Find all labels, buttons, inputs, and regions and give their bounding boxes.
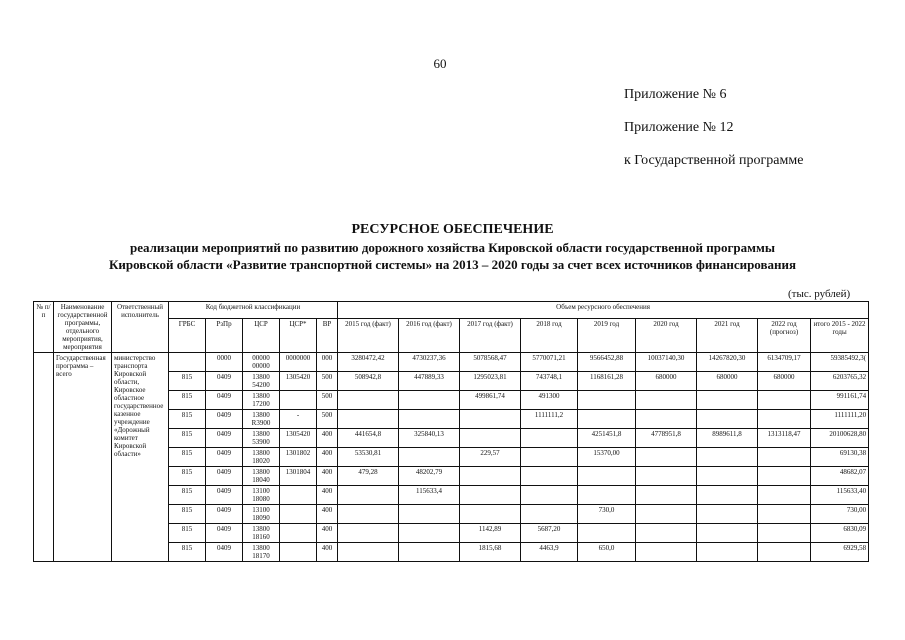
vr-cell: 500 xyxy=(317,391,338,410)
value-cell xyxy=(460,505,521,524)
value-cell xyxy=(338,486,399,505)
value-cell: 53530,81 xyxy=(338,448,399,467)
value-cell xyxy=(758,391,811,410)
csr2-cell xyxy=(280,391,317,410)
value-cell xyxy=(758,505,811,524)
csr-cell: 13100 18080 xyxy=(243,486,280,505)
csr-cell: 13800 17200 xyxy=(243,391,280,410)
value-cell xyxy=(338,410,399,429)
csr-cell: 13800 R3900 xyxy=(243,410,280,429)
value-cell: 680000 xyxy=(636,372,697,391)
vr-cell: 400 xyxy=(317,429,338,448)
csr-cell: 13800 18020 xyxy=(243,448,280,467)
value-cell xyxy=(758,486,811,505)
value-cell: 48202,79 xyxy=(399,467,460,486)
csr-cell: 13100 18090 xyxy=(243,505,280,524)
value-cell: 6830,09 xyxy=(811,524,869,543)
value-cell: 1295023,81 xyxy=(460,372,521,391)
value-cell xyxy=(399,448,460,467)
value-cell xyxy=(697,505,758,524)
header-code: ГРБС xyxy=(169,318,206,352)
value-cell xyxy=(636,391,697,410)
grbs-cell: 815 xyxy=(169,543,206,562)
value-cell xyxy=(697,486,758,505)
rzpr-cell: 0409 xyxy=(206,448,243,467)
value-cell xyxy=(460,429,521,448)
value-cell xyxy=(758,543,811,562)
header-executor: Ответственный исполнитель xyxy=(112,302,169,353)
value-cell: 5687,20 xyxy=(521,524,578,543)
value-cell: 6929,58 xyxy=(811,543,869,562)
value-cell: 1111111,2 xyxy=(521,410,578,429)
value-cell xyxy=(636,467,697,486)
grbs-cell xyxy=(169,353,206,372)
vr-cell: 400 xyxy=(317,486,338,505)
header-budget-group: Код бюджетной классификации xyxy=(169,302,338,319)
value-cell xyxy=(399,391,460,410)
value-cell: 4778951,8 xyxy=(636,429,697,448)
value-cell: 69130,38 xyxy=(811,448,869,467)
grbs-cell: 815 xyxy=(169,372,206,391)
value-cell: 14267820,30 xyxy=(697,353,758,372)
vr-cell: 400 xyxy=(317,448,338,467)
rzpr-cell: 0409 xyxy=(206,543,243,562)
rzpr-cell: 0409 xyxy=(206,467,243,486)
vr-cell: 000 xyxy=(317,353,338,372)
header-year: 2015 год (факт) xyxy=(338,318,399,352)
value-cell: 441654,8 xyxy=(338,429,399,448)
document-subtitle-line-2: Кировской области «Развитие транспортной системы» на 2013 – 2020 годы за счет всех источников финансирования xyxy=(108,257,797,272)
value-cell xyxy=(460,486,521,505)
header-volume-group: Объем ресурсного обеспечения xyxy=(338,302,869,319)
value-cell: 5770071,21 xyxy=(521,353,578,372)
value-cell xyxy=(636,486,697,505)
rzpr-cell: 0409 xyxy=(206,391,243,410)
vr-cell: 500 xyxy=(317,372,338,391)
rzpr-cell: 0409 xyxy=(206,524,243,543)
grbs-cell: 815 xyxy=(169,486,206,505)
value-cell xyxy=(636,505,697,524)
value-cell xyxy=(338,543,399,562)
value-cell xyxy=(697,543,758,562)
document-title: РЕСУРСНОЕ ОБЕСПЕЧЕНИЕ xyxy=(351,222,554,237)
value-cell xyxy=(636,524,697,543)
header-num: № п/п xyxy=(34,302,54,353)
value-cell xyxy=(521,505,578,524)
csr-cell: 13800 53900 xyxy=(243,429,280,448)
value-cell xyxy=(697,524,758,543)
program-name-cell: Государственная программа – всего xyxy=(54,353,112,562)
value-cell xyxy=(578,467,636,486)
value-cell: 20100628,80 xyxy=(811,429,869,448)
csr2-cell: 1301804 xyxy=(280,467,317,486)
value-cell xyxy=(521,467,578,486)
value-cell xyxy=(578,486,636,505)
value-cell xyxy=(758,448,811,467)
value-cell: 10037140,30 xyxy=(636,353,697,372)
value-cell: 499861,74 xyxy=(460,391,521,410)
grbs-cell: 815 xyxy=(169,505,206,524)
csr-cell: 00000 00000 xyxy=(243,353,280,372)
row-number-cell xyxy=(34,353,54,562)
value-cell xyxy=(578,391,636,410)
value-cell xyxy=(338,505,399,524)
header-code: ВР xyxy=(317,318,338,352)
value-cell: 1168161,28 xyxy=(578,372,636,391)
value-cell: 8989611,8 xyxy=(697,429,758,448)
header-year: 2016 год (факт) xyxy=(399,318,460,352)
value-cell: 1111111,20 xyxy=(811,410,869,429)
value-cell xyxy=(399,524,460,543)
value-cell: 4463,9 xyxy=(521,543,578,562)
grbs-cell: 815 xyxy=(169,448,206,467)
csr2-cell: - xyxy=(280,410,317,429)
value-cell xyxy=(636,448,697,467)
rzpr-cell: 0000 xyxy=(206,353,243,372)
value-cell: 229,57 xyxy=(460,448,521,467)
header-row-1 xyxy=(34,302,869,319)
value-cell: 6203765,32 xyxy=(811,372,869,391)
header-name: Наименование государственной программы, отдельного мероприятия, мероприятия xyxy=(54,302,112,353)
value-cell: 730,00 xyxy=(811,505,869,524)
value-cell xyxy=(697,467,758,486)
unit-note: (тыс. рублей) xyxy=(788,288,851,300)
value-cell xyxy=(521,486,578,505)
csr-cell: 13800 54200 xyxy=(243,372,280,391)
csr2-cell xyxy=(280,505,317,524)
header-year: 2018 год xyxy=(521,318,578,352)
value-cell: 4730237,36 xyxy=(399,353,460,372)
page-number: 60 xyxy=(433,56,447,71)
vr-cell: 400 xyxy=(317,505,338,524)
appendix-line-1: Приложение № 6 xyxy=(624,87,727,102)
grbs-cell: 815 xyxy=(169,429,206,448)
grbs-cell: 815 xyxy=(169,391,206,410)
value-cell: 15370,00 xyxy=(578,448,636,467)
value-cell: 491300 xyxy=(521,391,578,410)
value-cell: 680000 xyxy=(758,372,811,391)
value-cell: 508942,8 xyxy=(338,372,399,391)
table-row xyxy=(34,353,869,372)
vr-cell: 400 xyxy=(317,543,338,562)
header-code: ЦСР xyxy=(243,318,280,352)
value-cell: 9566452,88 xyxy=(578,353,636,372)
grbs-cell: 815 xyxy=(169,467,206,486)
value-cell xyxy=(578,524,636,543)
header-year: 2022 год (прогноз) xyxy=(758,318,811,352)
value-cell: 991161,74 xyxy=(811,391,869,410)
vr-cell: 400 xyxy=(317,524,338,543)
value-cell: 48682,07 xyxy=(811,467,869,486)
csr2-cell: 1305420 xyxy=(280,429,317,448)
executor-cell: министерство транспорта Кировской области, Кировское областное государственное казенное учреждение «Дорожный комитет Кировской области» xyxy=(112,353,169,562)
value-cell xyxy=(338,391,399,410)
value-cell xyxy=(460,410,521,429)
csr2-cell: 1305420 xyxy=(280,372,317,391)
grbs-cell: 815 xyxy=(169,410,206,429)
value-cell xyxy=(636,543,697,562)
csr2-cell xyxy=(280,543,317,562)
value-cell xyxy=(399,505,460,524)
resource-table xyxy=(33,301,869,562)
header-year: 2020 год xyxy=(636,318,697,352)
rzpr-cell: 0409 xyxy=(206,429,243,448)
value-cell xyxy=(697,448,758,467)
document-subtitle-line-1: реализации мероприятий по развитию дорожного хозяйства Кировской области государственной программы xyxy=(130,240,775,255)
value-cell: 6134709,17 xyxy=(758,353,811,372)
value-cell xyxy=(697,391,758,410)
csr2-cell xyxy=(280,524,317,543)
value-cell xyxy=(521,448,578,467)
value-cell xyxy=(758,410,811,429)
value-cell xyxy=(338,524,399,543)
value-cell: 5078568,47 xyxy=(460,353,521,372)
value-cell: 1142,89 xyxy=(460,524,521,543)
value-cell: 115633,40 xyxy=(811,486,869,505)
value-cell: 1815,68 xyxy=(460,543,521,562)
csr2-cell: 0000000 xyxy=(280,353,317,372)
header-code: ЦСР* xyxy=(280,318,317,352)
rzpr-cell: 0409 xyxy=(206,505,243,524)
header-year: 2021 год xyxy=(697,318,758,352)
value-cell: 115633,4 xyxy=(399,486,460,505)
appendix-line-2: Приложение № 12 xyxy=(624,120,734,135)
header-year: 2019 год xyxy=(578,318,636,352)
value-cell xyxy=(697,410,758,429)
value-cell xyxy=(636,410,697,429)
value-cell xyxy=(460,467,521,486)
grbs-cell: 815 xyxy=(169,524,206,543)
csr2-cell: 1301802 xyxy=(280,448,317,467)
value-cell: 59385492,3( xyxy=(811,353,869,372)
value-cell xyxy=(521,429,578,448)
value-cell: 4251451,8 xyxy=(578,429,636,448)
value-cell xyxy=(578,410,636,429)
rzpr-cell: 0409 xyxy=(206,410,243,429)
value-cell xyxy=(399,410,460,429)
appendix-line-3: к Государственной программе xyxy=(624,153,804,168)
csr-cell: 13800 18160 xyxy=(243,524,280,543)
value-cell: 479,28 xyxy=(338,467,399,486)
rzpr-cell: 0409 xyxy=(206,486,243,505)
value-cell xyxy=(758,467,811,486)
value-cell: 447889,33 xyxy=(399,372,460,391)
header-year: итого 2015 - 2022 годы xyxy=(811,318,869,352)
value-cell xyxy=(758,524,811,543)
value-cell: 680000 xyxy=(697,372,758,391)
csr-cell: 13800 18170 xyxy=(243,543,280,562)
csr2-cell xyxy=(280,486,317,505)
header-year: 2017 год (факт) xyxy=(460,318,521,352)
value-cell: 1313118,47 xyxy=(758,429,811,448)
csr-cell: 13800 18040 xyxy=(243,467,280,486)
value-cell: 325840,13 xyxy=(399,429,460,448)
value-cell xyxy=(399,543,460,562)
header-code: РзПр xyxy=(206,318,243,352)
value-cell: 743748,1 xyxy=(521,372,578,391)
value-cell: 650,0 xyxy=(578,543,636,562)
value-cell: 3280472,42 xyxy=(338,353,399,372)
vr-cell: 400 xyxy=(317,467,338,486)
value-cell: 730,0 xyxy=(578,505,636,524)
vr-cell: 500 xyxy=(317,410,338,429)
rzpr-cell: 0409 xyxy=(206,372,243,391)
